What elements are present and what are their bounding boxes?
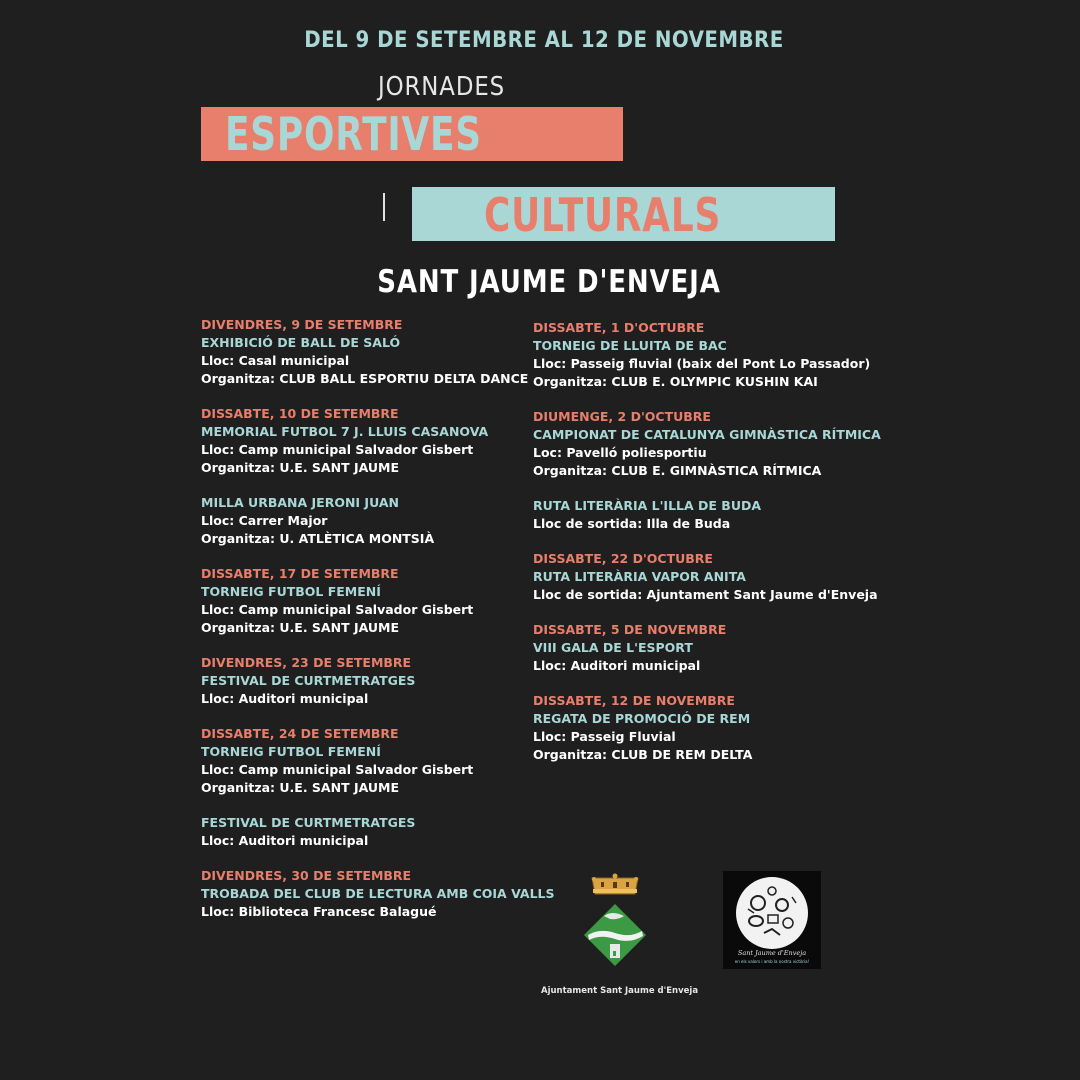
- event-organizer: Organitza: U.E. SANT JAUME: [201, 620, 400, 635]
- event-location: Lloc de sortida: Ajuntament Sant Jaume d'Enveja: [533, 587, 878, 602]
- event-day: DISSABTE, 5 DE NOVEMBRE: [533, 622, 727, 637]
- event-title: FESTIVAL DE CURTMETRATGES: [201, 815, 416, 830]
- event-day: DIUMENGE, 2 D'OCTUBRE: [533, 409, 711, 424]
- event-location: Lloc: Carrer Major: [201, 513, 328, 528]
- event-day: DISSABTE, 10 DE SETEMBRE: [201, 406, 399, 421]
- event-location: Lloc de sortida: Illa de Buda: [533, 516, 731, 531]
- event-title: TORNEIG FUTBOL FEMENÍ: [201, 584, 381, 599]
- event-item: [201, 654, 531, 708]
- event-location: Lloc: Camp municipal Salvador Gisbert: [201, 602, 474, 617]
- event-location: Lloc: Auditori municipal: [201, 833, 369, 848]
- event-day: DIVENDRES, 30 DE SETEMBRE: [201, 868, 412, 883]
- town-title: SANT JAUME D'ENVEJA: [377, 264, 721, 300]
- event-item: [201, 405, 531, 477]
- kicker-jornades: JORNADES: [378, 72, 506, 102]
- event-title: FESTIVAL DE CURTMETRATGES: [201, 673, 416, 688]
- band-esportives: [201, 107, 623, 161]
- event-location: Lloc: Camp municipal Salvador Gisbert: [201, 442, 474, 457]
- event-item: [533, 319, 873, 391]
- event-title: MILLA URBANA JERONI JUAN: [201, 495, 399, 510]
- event-item: [201, 725, 531, 797]
- event-title: RUTA LITERÀRIA L'ILLA DE BUDA: [533, 498, 762, 513]
- event-item: [533, 621, 873, 675]
- event-day: DISSABTE, 17 DE SETEMBRE: [201, 566, 399, 581]
- event-item: [533, 408, 881, 480]
- events-column-right: [533, 319, 881, 781]
- event-item: [201, 316, 531, 388]
- separator-i: [383, 193, 385, 221]
- event-organizer: Organitza: CLUB E. OLYMPIC KUSHIN KAI: [533, 374, 818, 389]
- sports-logo-tagline: en els valors i amb la nostra victòria!: [734, 959, 810, 964]
- event-day: DISSABTE, 12 DE NOVEMBRE: [533, 693, 735, 708]
- event-title: REGATA DE PROMOCIÓ DE REM: [533, 711, 751, 726]
- events-column-left: [201, 316, 555, 938]
- event-location: Lloc: Biblioteca Francesc Balagué: [201, 904, 437, 919]
- event-item: [533, 497, 873, 533]
- event-organizer: Organitza: U. ATLÈTICA MONTSIÀ: [201, 531, 435, 546]
- coat-of-arms-icon: [580, 872, 650, 968]
- event-organizer: Organitza: CLUB DE REM DELTA: [533, 747, 753, 762]
- event-location: Lloc: Passeig Fluvial: [533, 729, 676, 744]
- sports-logo-script: Sant Jaume d'Enveja: [737, 949, 807, 957]
- event-title: TORNEIG FUTBOL FEMENÍ: [201, 744, 381, 759]
- event-organizer: Organitza: CLUB BALL ESPORTIU DELTA DANCE: [201, 371, 529, 386]
- date-range: DEL 9 DE SETEMBRE AL 12 DE NOVEMBRE: [304, 28, 784, 53]
- event-title: VIII GALA DE L'ESPORT: [533, 640, 693, 655]
- band-esportives-label: ESPORTIVES: [225, 107, 482, 161]
- event-day: DIVENDRES, 23 DE SETEMBRE: [201, 655, 412, 670]
- event-day: DIVENDRES, 9 DE SETEMBRE: [201, 317, 403, 332]
- event-location: Lloc: Auditori municipal: [201, 691, 369, 706]
- sports-logo: [723, 871, 821, 969]
- event-location: Lloc: Auditori municipal: [533, 658, 701, 673]
- event-title: TROBADA DEL CLUB DE LECTURA AMB COIA VALLS: [201, 886, 555, 901]
- event-item: [533, 692, 873, 764]
- band-culturals-label: CULTURALS: [484, 188, 722, 242]
- event-item: [201, 565, 531, 637]
- event-item: [201, 494, 531, 548]
- event-title: MEMORIAL FUTBOL 7 J. LLUIS CASANOVA: [201, 424, 489, 439]
- event-item: [201, 814, 531, 850]
- event-location: Lloc: Camp municipal Salvador Gisbert: [201, 762, 474, 777]
- event-organizer: Organitza: U.E. SANT JAUME: [201, 460, 400, 475]
- ajuntament-caption: Ajuntament Sant Jaume d'Enveja: [541, 986, 699, 996]
- event-day: DISSABTE, 1 D'OCTUBRE: [533, 320, 705, 335]
- event-organizer: Organitza: CLUB E. GIMNÀSTICA RÍTMICA: [533, 463, 822, 478]
- event-location: Loc: Pavelló poliesportiu: [533, 445, 707, 460]
- event-item: [533, 550, 878, 604]
- event-day: DISSABTE, 22 D'OCTUBRE: [533, 551, 713, 566]
- event-organizer: Organitza: U.E. SANT JAUME: [201, 780, 400, 795]
- event-title: TORNEIG DE LLUITA DE BAC: [533, 338, 727, 353]
- band-culturals: [412, 187, 835, 241]
- event-title: RUTA LITERÀRIA VAPOR ANITA: [533, 569, 746, 584]
- event-location: Lloc: Casal municipal: [201, 353, 350, 368]
- event-location: Lloc: Passeig fluvial (baix del Pont Lo Passador): [533, 356, 871, 371]
- event-title: EXHIBICIÓ DE BALL DE SALÓ: [201, 335, 401, 350]
- event-day: DISSABTE, 24 DE SETEMBRE: [201, 726, 399, 741]
- event-item: [201, 867, 555, 921]
- event-title: CAMPIONAT DE CATALUNYA GIMNÀSTICA RÍTMICA: [533, 427, 881, 442]
- sports-collage-icon: [736, 877, 808, 949]
